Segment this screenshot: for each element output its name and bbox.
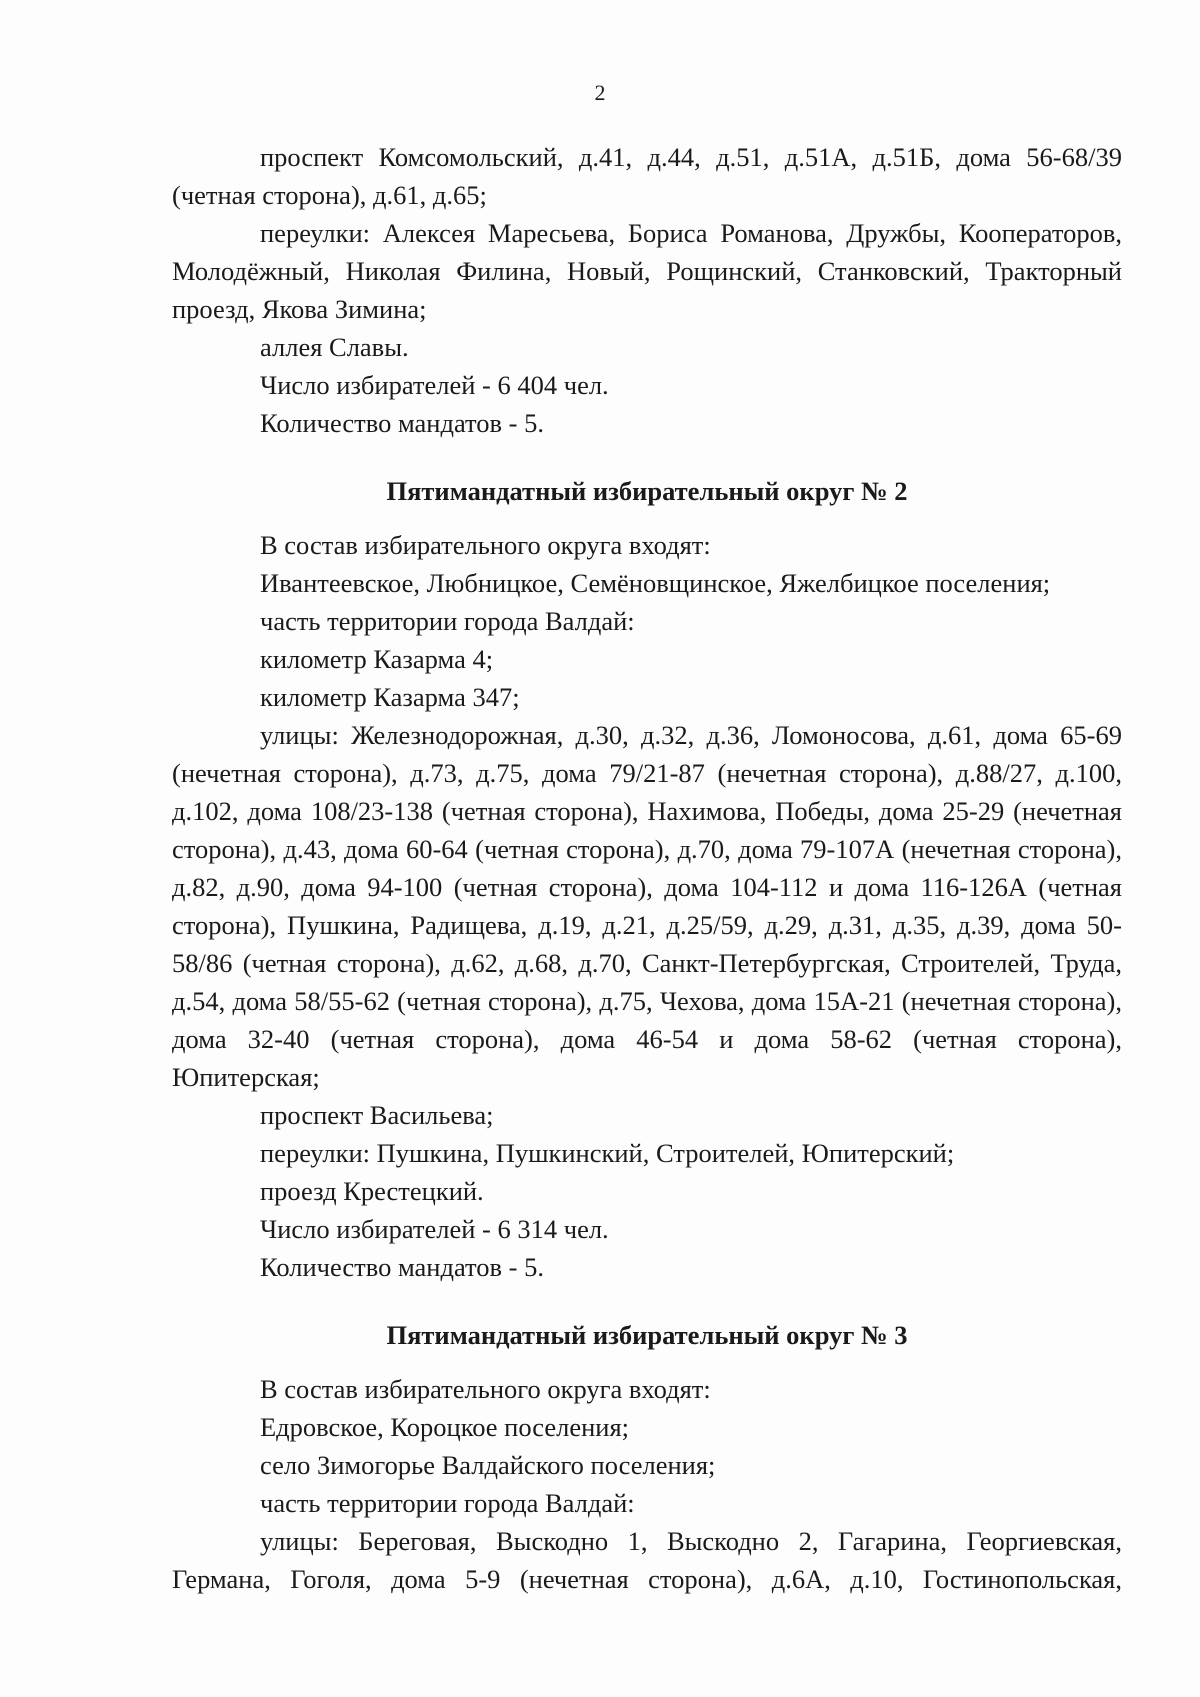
paragraph: проспект Васильева;	[260, 1100, 494, 1130]
paragraph: село Зимогорье Валдайского поселения;	[260, 1450, 716, 1480]
paragraph: Количество мандатов - 5.	[260, 408, 544, 438]
paragraph: Едровское, Короцкое поселения;	[260, 1412, 630, 1442]
paragraph: переулки: Пушкина, Пушкинский, Строителей, Юпитерский;	[260, 1138, 955, 1168]
paragraph: В состав избирательного округа входят:	[260, 530, 711, 560]
paragraph: переулки: Алексея Маресьева, Бориса Романова, Дружбы, Кооператоров, Молодёжный, Николая Филина, Новый, Рощинский, Станковский, Тракторный проезд, Якова Зимина;	[172, 218, 1122, 324]
paragraph: Число избирателей - 6 404 чел.	[260, 370, 609, 400]
paragraph: часть территории города Валдай:	[260, 1488, 635, 1518]
page-number: 2	[594, 80, 606, 105]
paragraph: Ивантеевское, Любницкое, Семёновщинское, Яжелбицкое поселения;	[260, 568, 1051, 598]
document-body	[172, 138, 1122, 1598]
paragraph: километр Казарма 347;	[260, 682, 520, 712]
paragraph: Количество мандатов - 5.	[260, 1252, 544, 1282]
paragraph: проспект Комсомольский, д.41, д.44, д.51, д.51А, д.51Б, дома 56-68/39 (четная сторона), д.61, д.65;	[172, 142, 1122, 210]
paragraph: проезд Крестецкий.	[260, 1176, 484, 1206]
paragraph: километр Казарма 4;	[260, 644, 494, 674]
paragraph: Число избирателей - 6 314 чел.	[260, 1214, 609, 1244]
section-heading-district-2: Пятимандатный избирательный округ № 2	[386, 476, 908, 506]
paragraph: часть территории города Валдай:	[260, 606, 635, 636]
paragraph: аллея Славы.	[260, 332, 409, 362]
section-heading-district-3: Пятимандатный избирательный округ № 3	[386, 1320, 908, 1350]
paragraph-streets: улицы: Железнодорожная, д.30, д.32, д.36, Ломоносова, д.61, дома 65-69 (нечетная сторона), д.73, д.75, дома 79/21-87 (нечетная сторона), д.88/27, д.100, д.102, дома 108/23-138 (четная сторона), Нахимова, Победы, дома 25-29 (нечетная сторона), д.43, дома 60-64 (четная сторона), д.70, дома 79-107А (нечетная сторона), д.82, д.90, дома 94-100 (четная сторона), дома 104-112 и дома 116-126А (четная сторона), Пушкина, Радищева, д.19, д.21, д.25/59, д.29, д.31, д.35, д.39, дома 50-58/86 (четная сторона), д.62, д.68, д.70, Санкт-Петербургская, Строителей, Труда, д.54, дома 58/55-62 (четная сторона), д.75, Чехова, дома 15А-21 (нечетная сторона), дома 32-40 (четная сторона), дома 46-54 и дома 58-62 (четная сторона), Юпитерская;	[172, 720, 1122, 1092]
paragraph: В состав избирательного округа входят:	[260, 1374, 711, 1404]
paragraph-streets-continued: улицы: Береговая, Выскодно 1, Выскодно 2, Гагарина, Георгиевская, Германа, Гоголя, дома 5-9 (нечетная сторона), д.6А, д.10, Гостинопольская,	[172, 1526, 1122, 1594]
